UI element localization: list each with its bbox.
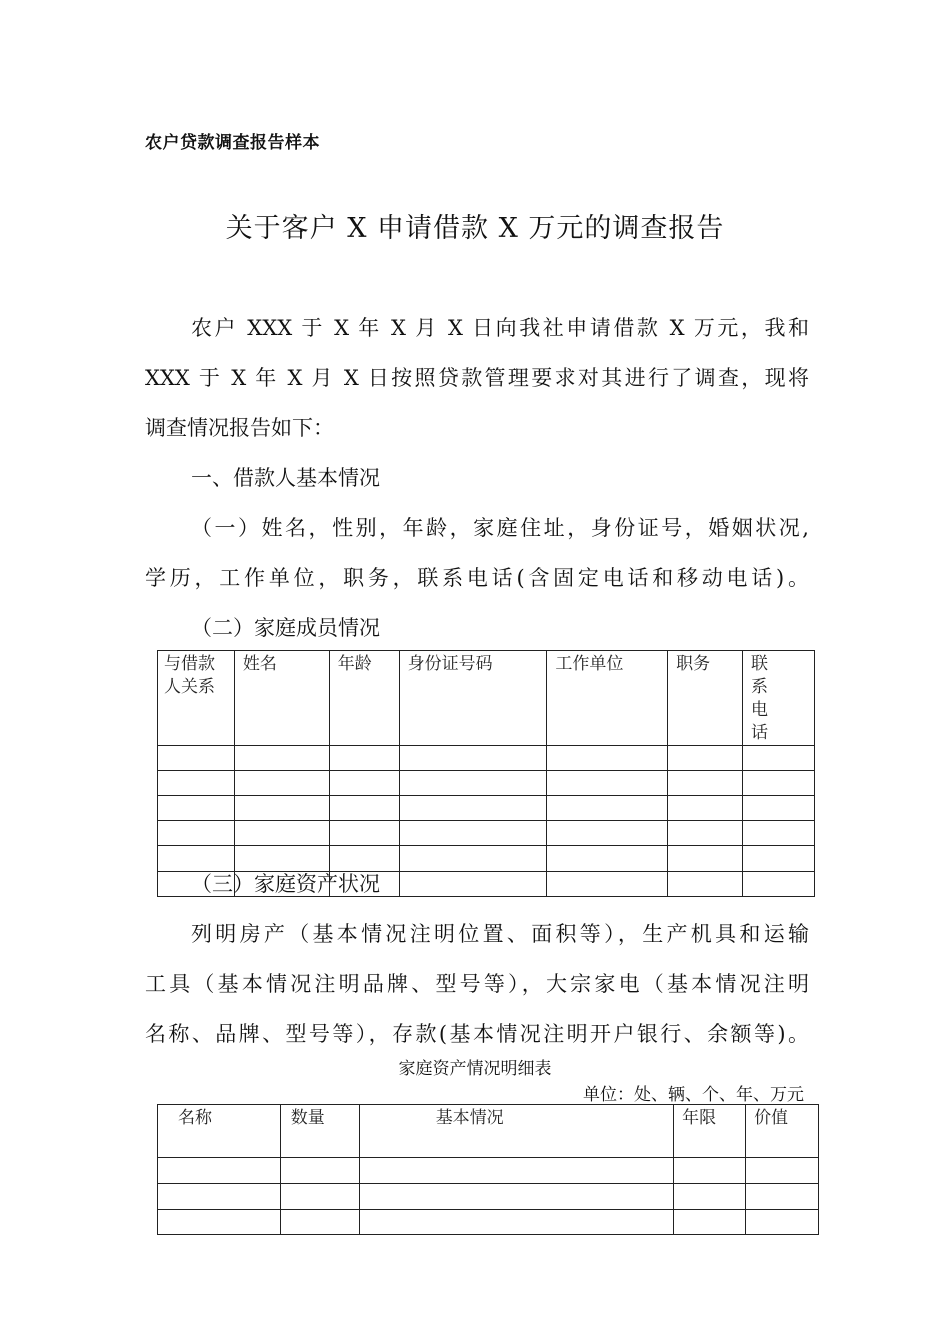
asset-table-header-row [158,1105,819,1158]
sub2-heading-family-members: （二）家庭成员情况 [191,616,380,640]
table-row [158,1210,819,1235]
header-phone [743,651,815,746]
intro-line-1: 农户 XXX 于 X 年 X 月 X 日向我社申请借款 X 万元，我和 [191,316,809,340]
asset-table-caption: 家庭资产情况明细表 [398,1059,552,1079]
header-position: 职务 [668,651,743,746]
header-phone-line-2: 电 话 [751,700,775,743]
table-row [158,796,815,821]
header-relation [158,651,235,746]
asset-details-table [157,1104,819,1235]
sub1-line-1: （一）姓名，性别，年龄，家庭住址，身份证号，婚姻状况, [191,516,809,540]
asset-table-unit: 单位：处、辆、个、年、万元 [583,1085,804,1105]
sub1-line-2: 学历，工作单位，职务，联系电话(含固定电话和移动电话)。 [145,566,809,590]
header-basic-info: 基本情况 [359,1105,673,1158]
header-relation-line-2: 人关系 [164,677,215,697]
table-row [158,821,815,846]
section-heading-basic-info: 一、借款人基本情况 [191,466,380,490]
sub3-line-1: 列明房产（基本情况注明位置、面积等），生产机具和运输 [191,922,809,946]
header-years: 年限 [674,1105,746,1158]
family-members-table [157,650,815,897]
table-row [158,1184,819,1210]
header-phone-line-1: 联 系 [751,654,775,697]
header-work-unit: 工作单位 [547,651,668,746]
header-age: 年龄 [329,651,399,746]
header-asset-name: 名称 [158,1105,281,1158]
document-title: 关于客户 X 申请借款 X 万元的调查报告 [225,213,725,244]
table-row [158,771,815,796]
intro-line-2: XXX 于 X 年 X 月 X 日按照贷款管理要求对其进行了调查，现将 [145,366,809,390]
table-row [158,746,815,771]
header-quantity: 数量 [280,1105,359,1158]
family-table-header-row [158,651,815,746]
header-name: 姓名 [234,651,329,746]
header-relation-line-1: 与借款 [164,654,215,674]
header-value: 价值 [746,1105,819,1158]
sub3-heading-family-assets: （三）家庭资产状况 [191,872,380,896]
intro-line-3: 调查情况报告如下： [145,416,334,440]
document-label: 农户贷款调查报告样本 [145,133,320,153]
sub3-line-2: 工具（基本情况注明品牌、型号等），大宗家电（基本情况注明 [145,972,809,996]
sub3-line-3: 名称、品牌、型号等），存款(基本情况注明开户银行、余额等)。 [145,1022,809,1046]
header-id-number: 身份证号码 [399,651,547,746]
table-row [158,1158,819,1184]
